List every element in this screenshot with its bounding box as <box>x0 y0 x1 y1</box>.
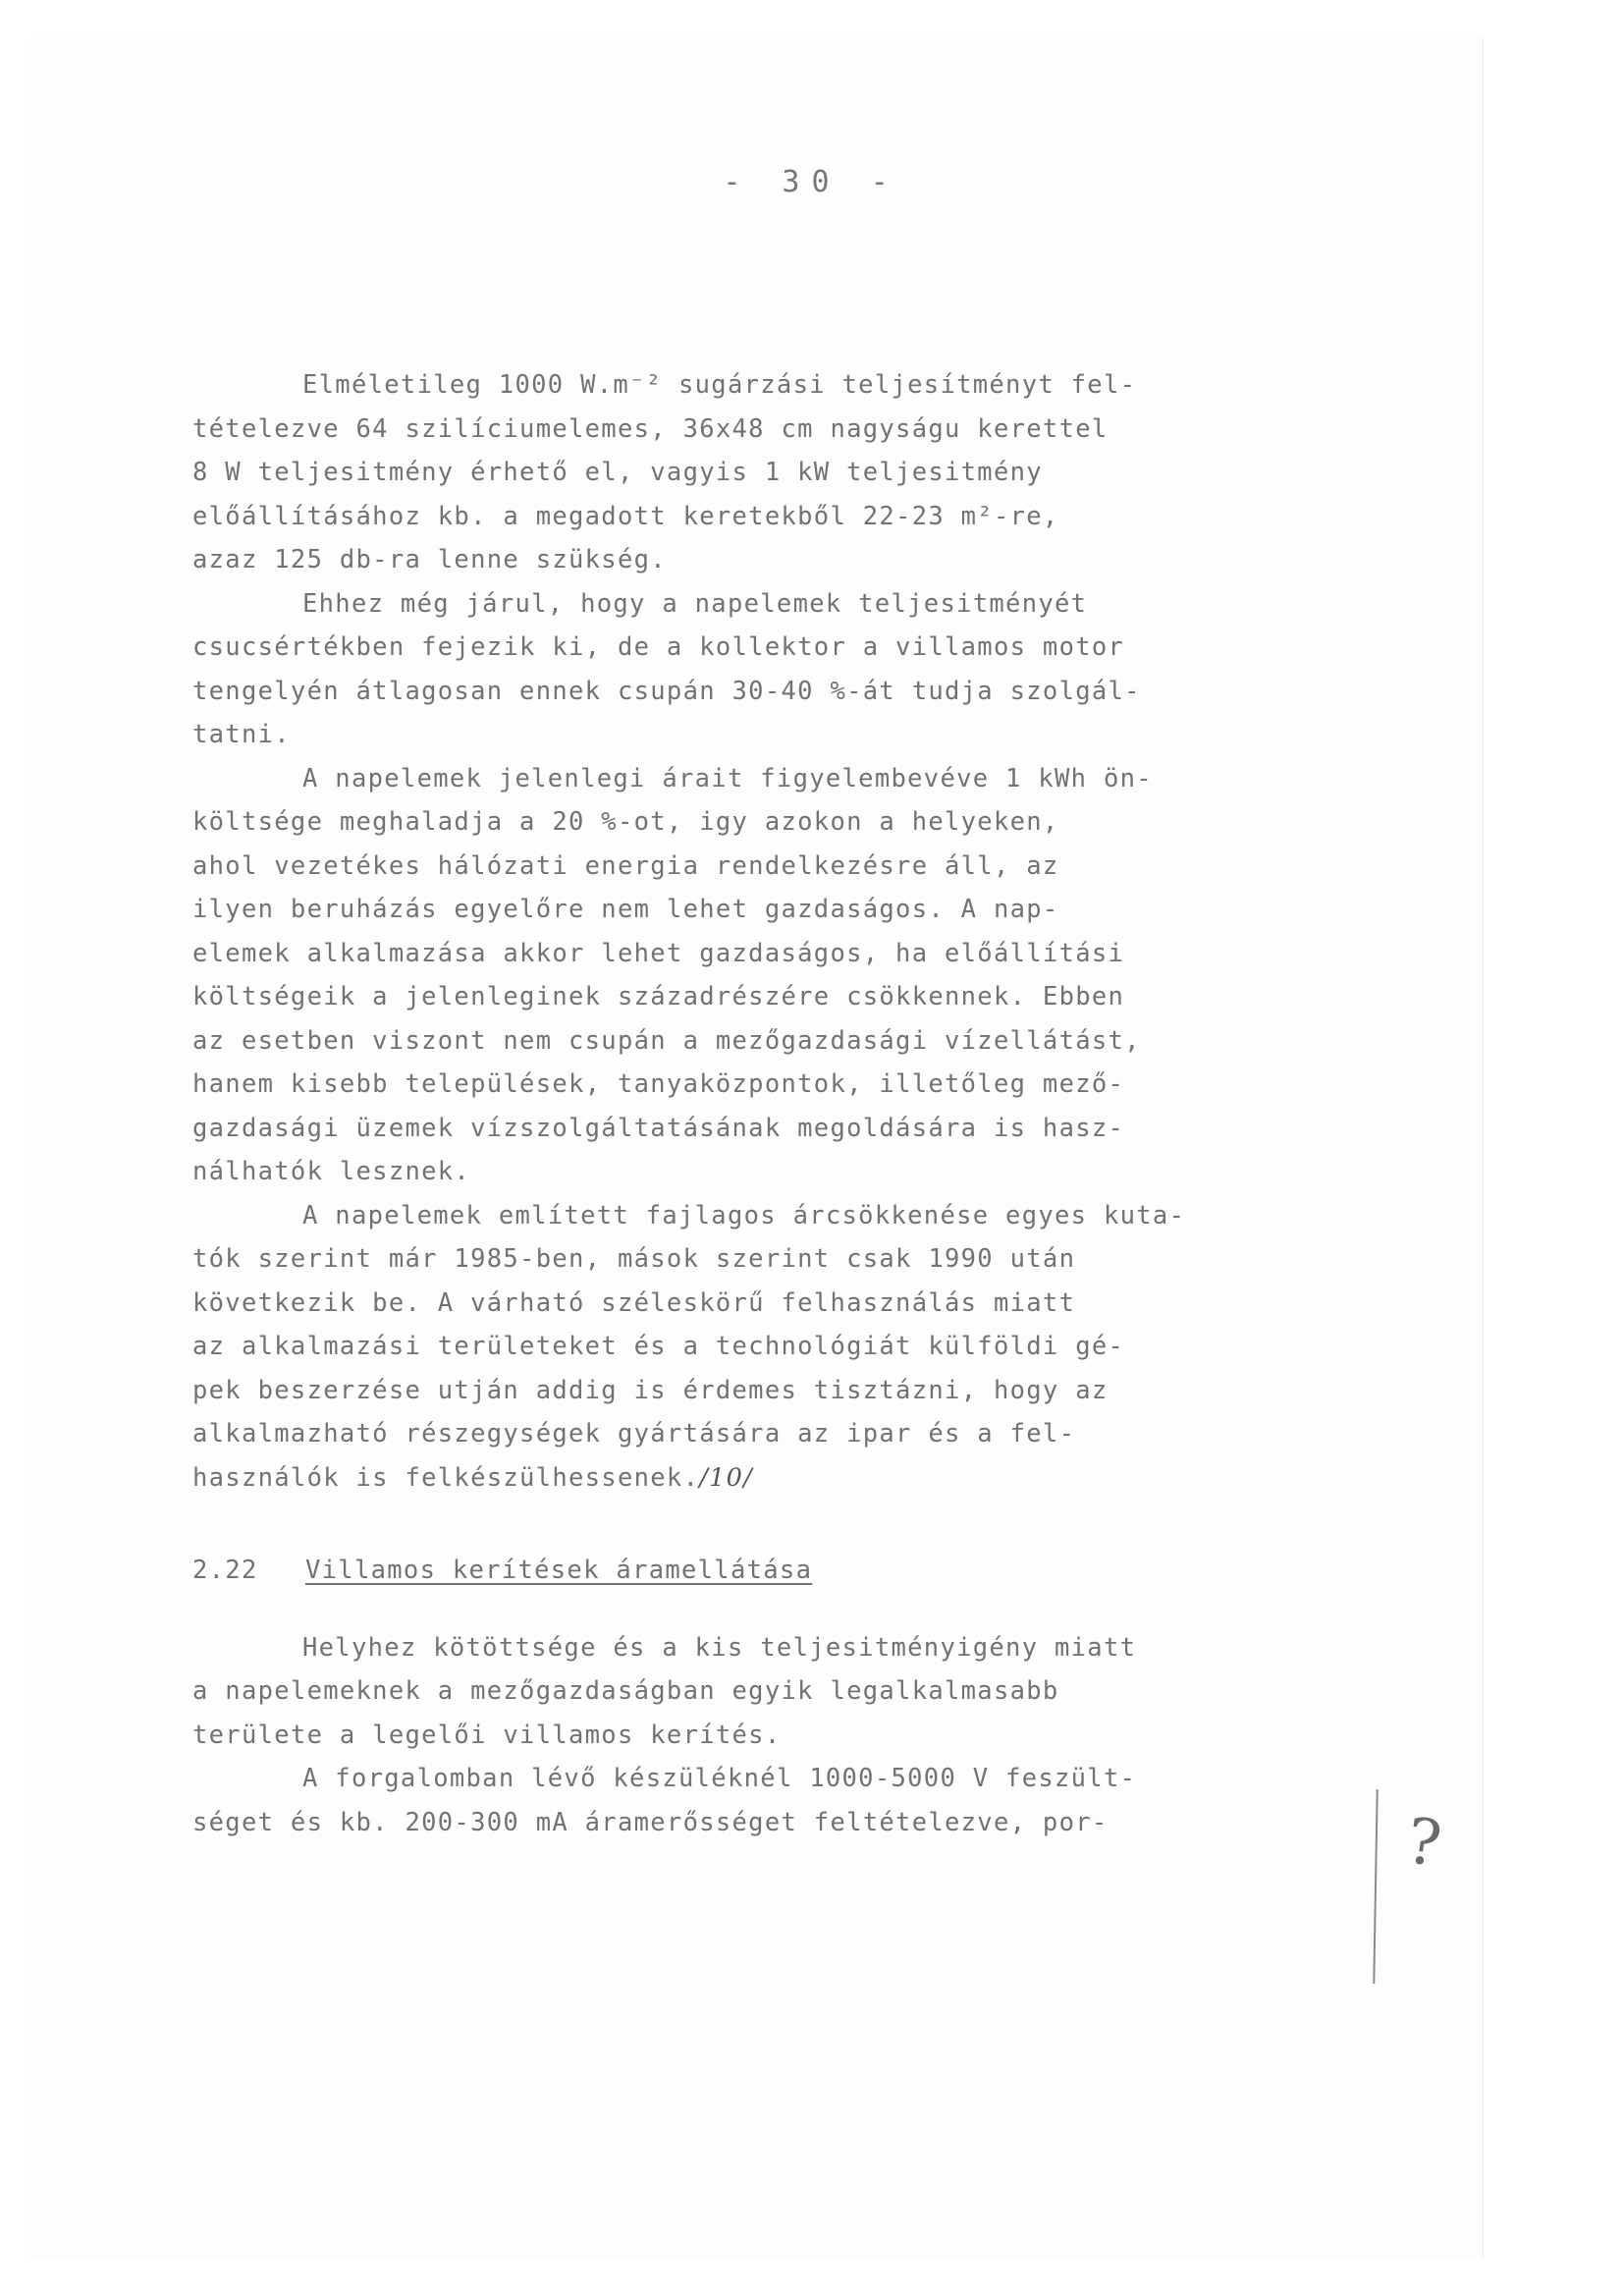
text-line: előállításához kb. a megadott keretekből 22-23 m²-re, <box>192 501 1059 531</box>
spacer <box>192 1500 1395 1549</box>
citation-reference: /10/ <box>699 1462 754 1493</box>
text-line: tengelyén átlagosan ennek csupán 30-40 %-át tudja szolgál- <box>192 676 1141 706</box>
text-line: azaz 125 db-ra lenne szükség. <box>192 545 667 574</box>
text-line: az alkalmazási területeket és a technológiát külföldi gé- <box>192 1332 1125 1361</box>
text-line: tók szerint már 1985-ben, mások szerint csak 1990 után <box>192 1244 1076 1274</box>
text-line: ahol vezetékes hálózati energia rendelkezésre áll, az <box>192 850 1059 881</box>
text-line: Helyhez kötöttsége és a kis teljesitményigény miatt <box>302 1632 1137 1663</box>
text-line: következik be. A várható széleskörű felhasználás miatt <box>192 1287 1076 1318</box>
section-title: Villamos kerítések áramellátása <box>305 1556 813 1585</box>
text-line: nálhatók lesznek. <box>192 1157 471 1186</box>
paragraph-4 <box>192 1194 1395 1501</box>
text-line: az esetben viszont nem csupán a mezőgazdasági vízellátást, <box>192 1025 1141 1056</box>
text-line: A napelemek említett fajlagos árcsökkenése egyes kuta- <box>302 1200 1186 1230</box>
text-line: alkalmazható részegységek gyártására az ipar és a fel- <box>192 1419 1076 1449</box>
section-heading <box>192 1549 1395 1593</box>
text-line: gazdasági üzemek vízszolgáltatásának megoldására is hasz- <box>192 1113 1125 1143</box>
text-line: 8 W teljesitmény érhető el, vagyis 1 kW teljesitmény <box>192 458 1043 487</box>
text-line: pek beszerzése utján addig is érdemes tisztázni, hogy az <box>192 1375 1109 1405</box>
text-line: A forgalomban lévő készüléknél 1000-5000 V feszült- <box>302 1764 1137 1793</box>
paragraph-5 <box>192 1626 1395 1758</box>
paragraph-6 <box>192 1757 1395 1844</box>
text-line: ilyen beruházás egyelőre nem lehet gazdaságos. A nap- <box>192 895 1059 924</box>
text-line: költségeik a jelenleginek századrészére csökkennek. Ebben <box>192 982 1125 1011</box>
text-line: séget és kb. 200-300 mA áramerősséget feltételezve, por- <box>192 1807 1109 1837</box>
section-heading-line <box>192 1549 1395 1593</box>
text-line: területe a legelői villamos kerítés. <box>192 1720 782 1750</box>
paragraph-2 <box>192 582 1395 757</box>
text-line-last <box>192 1456 1395 1501</box>
paragraph-1 <box>192 363 1395 582</box>
text-line: Elméletileg 1000 W.m⁻² sugárzási teljesítményt fel- <box>302 370 1137 400</box>
text-line: elemek alkalmazása akkor lehet gazdaságos, ha előállítási <box>192 938 1125 968</box>
section-number: 2.22 <box>192 1556 258 1585</box>
text-line: költsége meghaladja a 20 %-ot, igy azokon a helyeken, <box>192 807 1059 837</box>
paragraph-3 <box>192 757 1395 1194</box>
text-line: tatni. <box>192 720 291 749</box>
text-line: Ehhez még járul, hogy a napelemek teljesitményét <box>302 588 1088 619</box>
text-line: a napelemeknek a mezőgazdaságban egyik legalkalmasabb <box>192 1676 1059 1706</box>
margin-question-mark: ? <box>1402 1804 1446 1883</box>
page-number: - 30 - <box>723 165 900 199</box>
spacer <box>192 1593 1395 1626</box>
text-line: A napelemek jelenlegi árait figyelembevéve 1 kWh ön- <box>302 763 1153 793</box>
text-line: hanem kisebb települések, tanyaközpontok, illetőleg mező- <box>192 1069 1125 1099</box>
text-fragment: használók is felkészülhessenek. <box>192 1462 700 1493</box>
text-line: tételezve 64 szilíciumelemes, 36x48 cm nagyságu kerettel <box>192 413 1109 444</box>
text-line: csucsértékben fejezik ki, de a kollektor a villamos motor <box>192 632 1125 662</box>
body-text <box>192 363 1395 1844</box>
